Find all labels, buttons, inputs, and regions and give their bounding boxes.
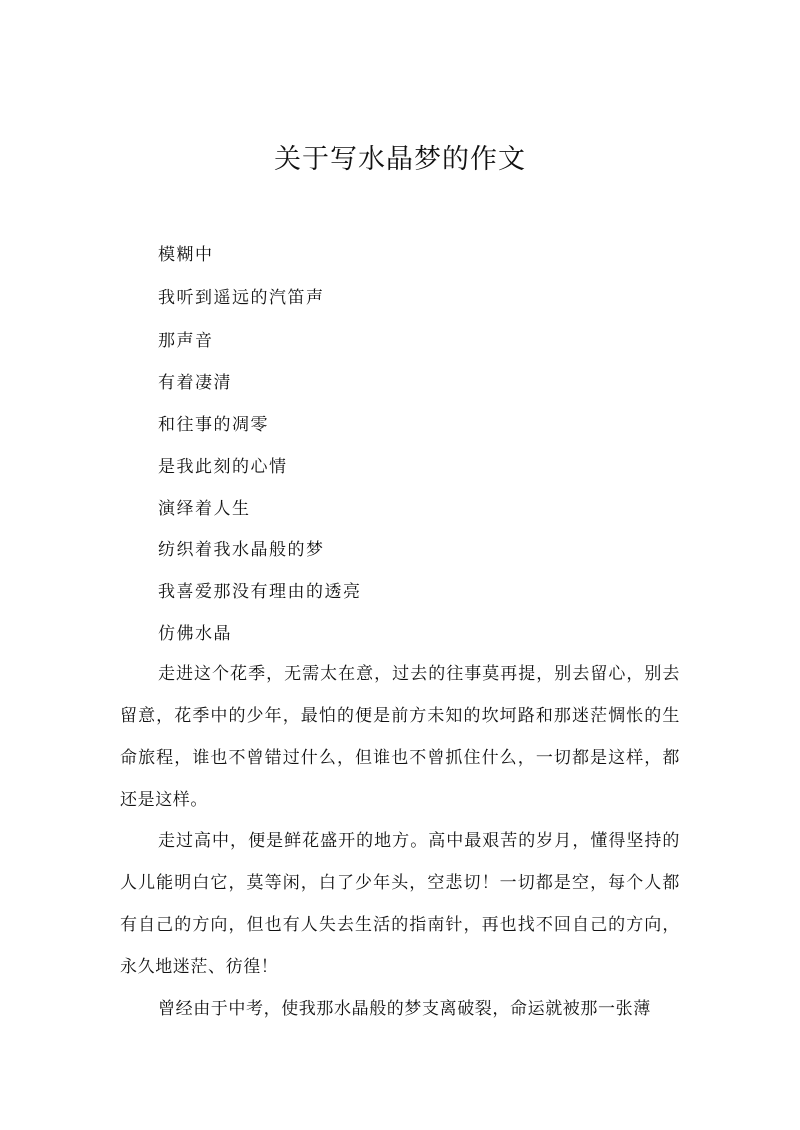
page-title: 关于写水晶梦的作文	[274, 144, 526, 175]
body-paragraph: 走过高中，便是鲜花盛开的地方。高中最艰苦的岁月，懂得坚持的人儿能明白它，莫等闲，白了少年头，空悲切！一切都是空，每个人都有自己的方向，但也有人失去生活的指南针，再也找不回自己的方向，永久地迷茫、彷徨！	[120, 831, 680, 977]
poem-line: 仿佛水晶	[158, 624, 232, 644]
poem-line: 是我此刻的心情	[158, 457, 288, 477]
poem-line: 那声音	[158, 331, 214, 351]
poem-line: 和往事的凋零	[158, 415, 269, 435]
poem-line: 我喜爱那没有理由的透亮	[158, 582, 362, 602]
poem-line: 我听到遥远的汽笛声	[158, 288, 325, 308]
poem-line: 有着凄清	[158, 373, 232, 393]
poem-line: 演绎着人生	[158, 499, 251, 519]
body-paragraph: 走进这个花季，无需太在意，过去的往事莫再提，别去留心，别去留意，花季中的少年，最怕的便是前方未知的坎坷路和那迷茫惆怅的生命旅程，谁也不曾错过什么，但谁也不曾抓住什么，一切都是这样，都还是这样。	[120, 664, 680, 810]
poem-line: 纺织着我水晶般的梦	[158, 540, 325, 560]
body-paragraph: 曾经由于中考，使我那水晶般的梦支离破裂，命运就被那一张薄	[158, 999, 651, 1019]
poem-line: 模糊中	[158, 245, 214, 265]
